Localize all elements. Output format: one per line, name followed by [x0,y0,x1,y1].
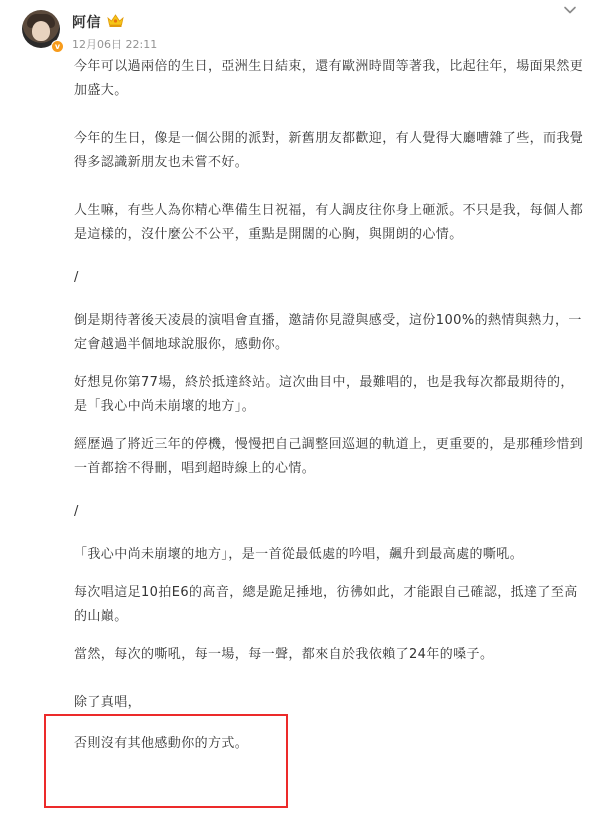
post-paragraph: 經歷過了將近三年的停機，慢慢把自己調整回巡迴的軌道上，更重要的，是那種珍惜到一首都捨不得刪，唱到超時線上的心情。 [74,437,584,476]
red-highlight-box [44,714,288,808]
post-paragraph: 當然，每次的嘶吼，每一場，每一聲，都來自於我依賴了24年的嗓子。 [74,647,494,662]
vip-crown-icon [107,13,124,28]
post-separator: / [74,504,79,519]
post-paragraph: 人生嘛，有些人為你精心準備生日祝福，有人調皮往你身上砸派。不只是我，每個人都是這樣的，沒什麼公不公平，重點是開闊的心胸，與開朗的心情。 [74,203,584,242]
post-separator: / [74,270,79,285]
avatar-face [32,21,50,41]
post-timestamp[interactable]: 12月06日 22:11 [72,38,158,51]
post-paragraph-highlighted: 除了真唱， [74,695,142,710]
post-body [74,55,586,756]
post-paragraph: 每次唱這足10拍E6的高音，總是跪足捶地，彷彿如此，才能跟自己確認，抵達了至高的山巔。 [74,585,578,624]
post-paragraph: 「我心中尚未崩壞的地方」，是一首從最低處的吟唱，飆升到最高處的嘶吼。 [74,547,524,562]
post-paragraph-highlighted: 否則沒有其他感動你的方式。 [74,736,249,751]
post-paragraph: 好想見你第77場，終於抵達終站。這次曲目中，最難唱的，也是我每次都最期待的，是「我心中尚未崩壞的地方」。 [74,375,574,414]
verified-badge-icon: v [51,40,64,53]
chevron-down-icon[interactable] [562,4,578,16]
post-paragraph: 今年的生日，像是一個公開的派對，新舊朋友都歡迎，有人覺得大廳嘈雜了些，而我覺得多認識新朋友也未嘗不好。 [74,131,584,170]
post-paragraph: 今年可以過兩倍的生日，亞洲生日結束，還有歐洲時間等著我，比起往年，場面果然更加盛大。 [74,59,584,98]
post-paragraph: 倒是期待著後天凌晨的演唱會直播，邀請你見證與感受，這份100%的熱情與熱力，一定會越過半個地球說服你，感動你。 [74,313,582,352]
author-name[interactable]: 阿信 [72,15,101,31]
